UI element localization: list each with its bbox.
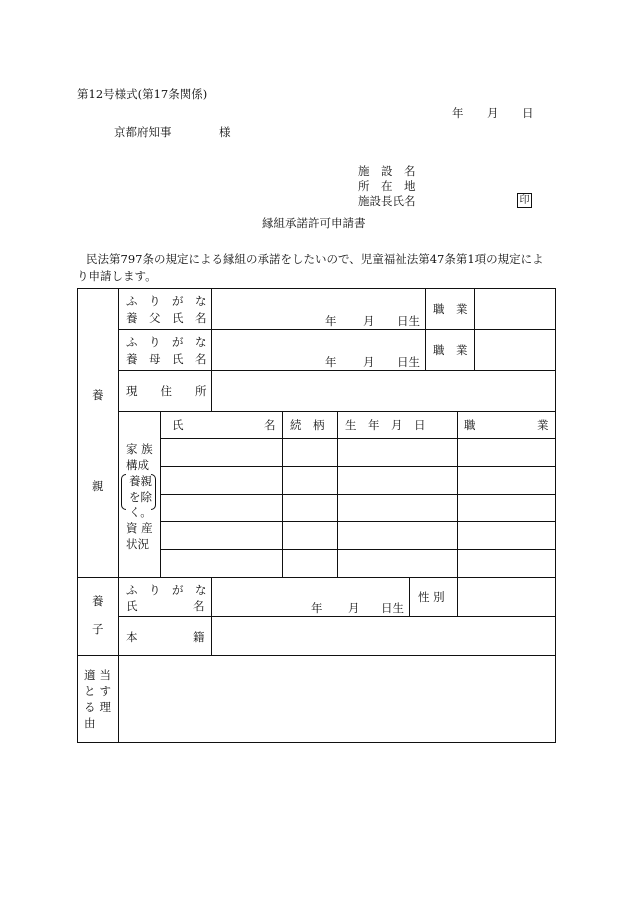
- child-domicile-a: 本: [126, 630, 138, 644]
- mother-born-month: 月: [363, 355, 375, 369]
- family-header-birthdate: 生 年 月 日: [345, 418, 426, 432]
- child-name-a: 氏: [126, 599, 138, 613]
- current-address-label: 現 住 所: [126, 384, 207, 398]
- child-label-top: 養: [92, 594, 104, 608]
- reason-label-1: 適当: [84, 668, 115, 682]
- body-text-line-1: 民法第797条の規定による縁組の承諾をしたいので、児童福祉法第47条第1項の規定によ: [86, 252, 544, 266]
- mother-occupation-label: 職 業: [433, 343, 468, 357]
- family-label-7: 状況: [126, 537, 149, 551]
- child-born-year: 年: [311, 601, 323, 615]
- date-month-label: 月: [487, 106, 499, 120]
- family-header-name-b: 名: [264, 418, 276, 432]
- family-header-occupation-b: 業: [537, 418, 549, 432]
- seal-mark: 印: [517, 193, 532, 208]
- reason-label-3: る理: [84, 700, 115, 714]
- mother-born-day: 日生: [397, 355, 420, 369]
- child-born-day: 日生: [381, 601, 404, 615]
- body-text-line-2: り申請します。: [77, 269, 157, 283]
- facility-name-label: 施 設 名: [358, 164, 416, 178]
- family-label-5: く。: [129, 505, 152, 519]
- mother-born-year: 年: [325, 355, 337, 369]
- family-label-2: 構成: [126, 458, 149, 472]
- family-label-3: 養親: [129, 474, 152, 488]
- document-title: 縁組承諾許可申請書: [262, 216, 366, 230]
- reason-label-4: 由: [84, 716, 96, 730]
- father-born-year: 年: [325, 314, 337, 328]
- father-born-day: 日生: [397, 314, 420, 328]
- reason-label-2: とす: [84, 684, 115, 698]
- addressee: 京都府知事: [114, 125, 172, 139]
- honorific: 様: [219, 125, 231, 139]
- family-label-4: を除: [129, 490, 152, 504]
- family-label-1: 家 族: [126, 442, 153, 456]
- date-year-label: 年: [452, 106, 464, 120]
- family-bracket-left: [121, 474, 126, 510]
- child-name-b: 名: [193, 599, 205, 613]
- child-furigana-label: ふ り が な: [126, 583, 207, 597]
- family-header-relation: 続 柄: [290, 418, 325, 432]
- father-furigana-label: ふ り が な: [126, 294, 207, 308]
- family-header-name-a: 氏: [172, 418, 184, 432]
- mother-name-label: 養 母 氏 名: [126, 352, 207, 366]
- facility-head-label: 施設長氏名: [358, 194, 416, 208]
- facility-address-label: 所 在 地: [358, 179, 416, 193]
- child-born-month: 月: [348, 601, 360, 615]
- form-number: 第12号様式(第17条関係): [77, 87, 208, 101]
- date-day-label: 日: [522, 106, 534, 120]
- parent-label-bottom: 親: [92, 479, 104, 493]
- child-label-bottom: 子: [92, 622, 104, 636]
- parent-label-top: 養: [92, 388, 104, 402]
- family-header-occupation-a: 職: [464, 418, 476, 432]
- father-name-label: 養 父 氏 名: [126, 311, 207, 325]
- father-born-month: 月: [363, 314, 375, 328]
- mother-furigana-label: ふ り が な: [126, 335, 207, 349]
- child-domicile-b: 籍: [193, 630, 205, 644]
- family-label-6: 資 産: [126, 521, 153, 535]
- father-occupation-label: 職 業: [433, 302, 468, 316]
- child-sex-label: 性 別: [418, 590, 445, 604]
